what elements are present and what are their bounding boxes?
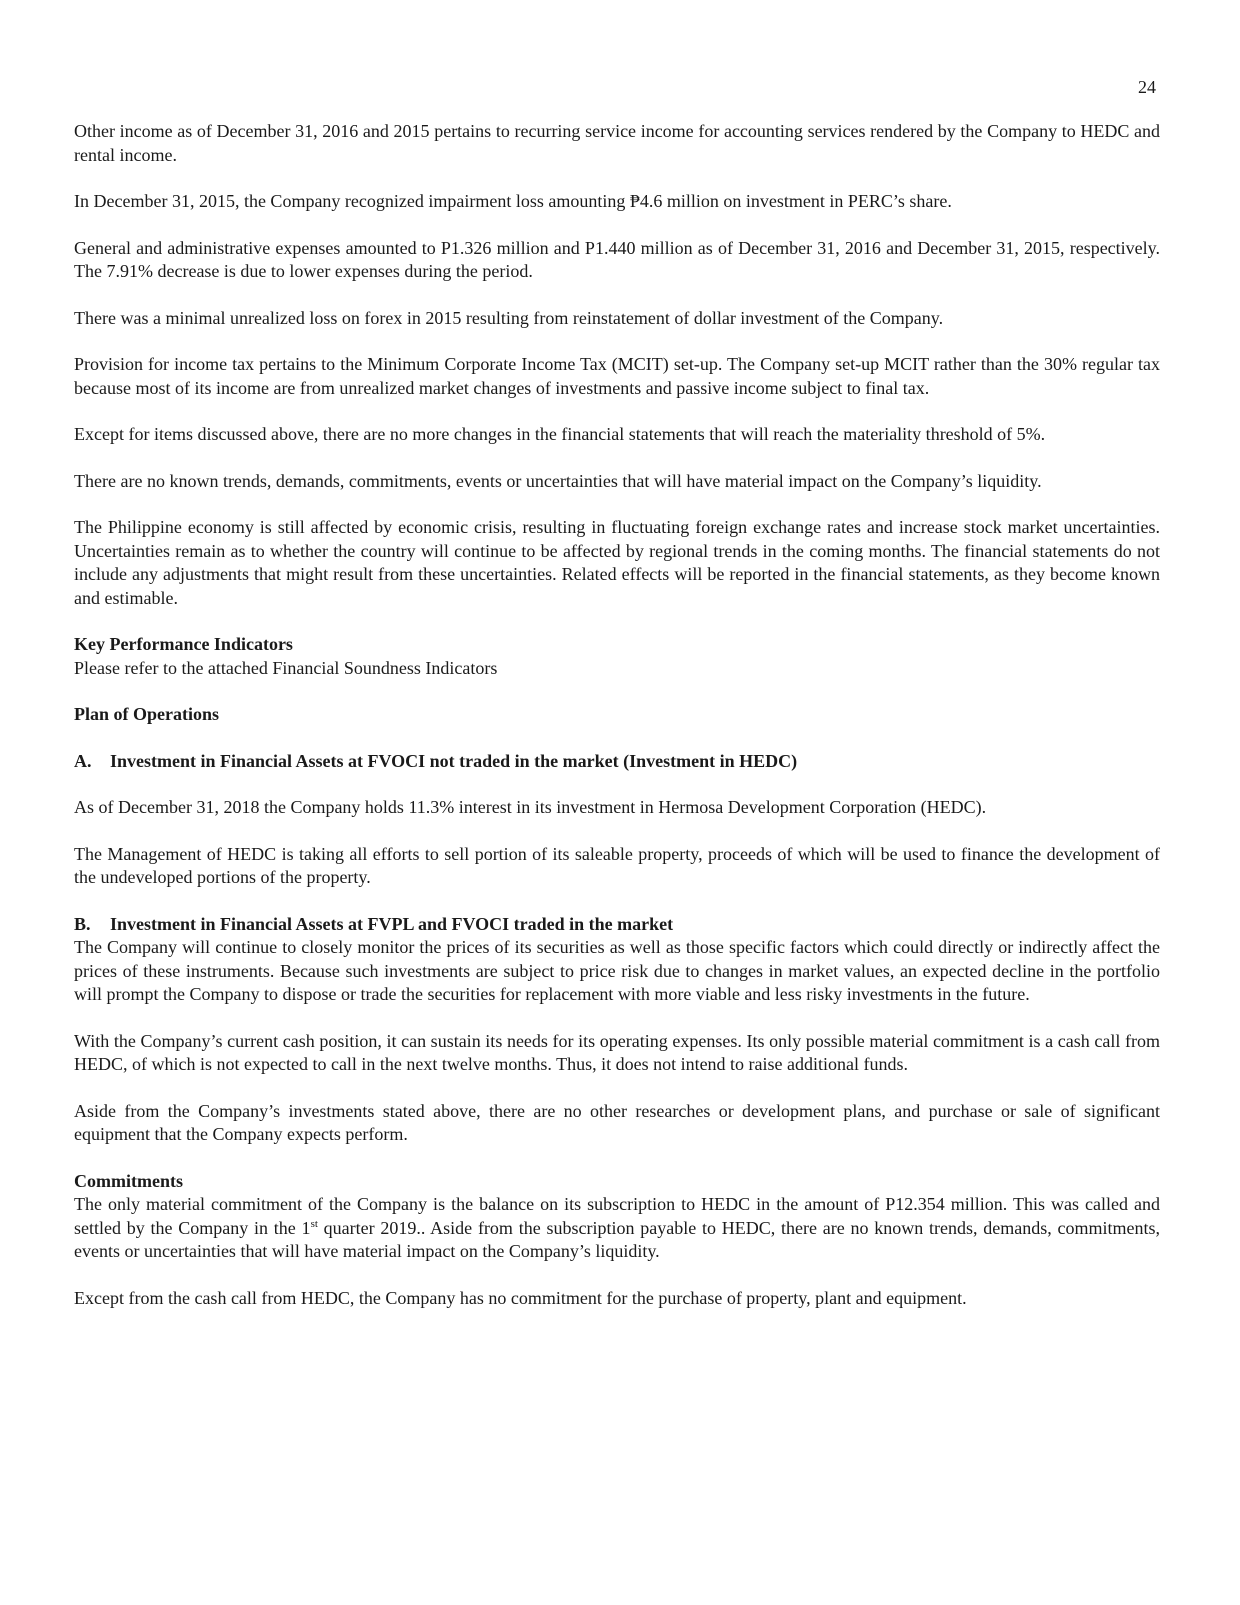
paragraph-liquidity: There are no known trends, demands, commitments, events or uncertainties that will have material impact on the Company’s liquidity.: [74, 470, 1042, 491]
paragraph-impairment-loss: In December 31, 2015, the Company recognized impairment loss amounting ₱4.6 million on investment in PERC’s share.: [74, 191, 952, 211]
page-number: 24: [1138, 77, 1156, 97]
section-b-letter: B.: [74, 913, 91, 934]
paragraph-forex-loss: There was a minimal unrealized loss on forex in 2015 resulting from reinstatement of dollar investment of the Company.: [74, 307, 944, 328]
commitments-paragraph-cash-call: Except from the cash call from HEDC, the Company has no commitment for the purchase of property, plant and equipment.: [74, 1287, 967, 1308]
section-a-title: Investment in Financial Assets at FVOCI not traded in the market (Investment in HEDC): [110, 750, 798, 771]
section-a-letter: A.: [74, 750, 92, 771]
paragraph-materiality: Except for items discussed above, there are no more changes in the financial statements that will reach the materiality threshold of 5%.: [74, 424, 1046, 444]
ordinal-suffix: st: [310, 1217, 318, 1230]
paragraph-income-tax: Provision for income tax pertains to the Minimum Corporate Income Tax (MCIT) set-up. The Company set-up MCIT rather than the 30% regular tax because most of its income are from unrealized market changes of investments and passive income subject to final tax.: [74, 354, 1160, 398]
section-b-title: Investment in Financial Assets at FVPL and FVOCI traded in the market: [110, 913, 674, 934]
section-a-paragraph-holdings: As of December 31, 2018 the Company holds 11.3% interest in its investment in Hermosa Development Corporation (HEDC).: [74, 797, 987, 817]
section-b-paragraph-cash-position: With the Company’s current cash position, it can sustain its needs for its operating expenses. Its only possible material commitment is a cash call from HEDC, of which is not expected to call in the next twelve months. Thus, it does not intend to raise additional funds.: [74, 1030, 1160, 1074]
paragraph-admin-expenses: General and administrative expenses amounted to P1.326 million and P1.440 million as of December 31, 2016 and December 31, 2015, respectively. The 7.91% decrease is due to lower expenses during the period.: [74, 237, 1160, 281]
paragraph-other-income: Other income as of December 31, 2016 and 2015 pertains to recurring service income for accounting services rendered by the Company to HEDC and rental income.: [74, 121, 1160, 165]
commitments-text-a: The only material commitment of the Company is the balance on its subscription to HEDC in the amount of P12.354 million. This was called and settled by the Company in the 1: [74, 1194, 1160, 1238]
plan-of-operations-heading: Plan of Operations: [74, 704, 220, 724]
kpi-text: Please refer to the attached Financial Soundness Indicators: [74, 657, 498, 678]
kpi-heading: Key Performance Indicators: [74, 634, 293, 654]
commitments-heading: Commitments: [74, 1170, 183, 1191]
commitments-text-b: quarter 2019.. Aside from the subscription payable to HEDC, there are no known trends, demands, commitments, events or uncertainties that will have material impact on the Company’s liquidity.: [74, 1217, 1160, 1261]
section-b-paragraph-monitoring: The Company will continue to closely monitor the prices of its securities as well as those specific factors which could directly or indirectly affect the prices of these instruments. Because such investments are subject to price risk due to changes in market values, an expected decline in the portfolio will prompt the Company to dispose or trade the securities for replacement with more viable and less risky investments in the future.: [74, 937, 1160, 1004]
section-b-paragraph-investments: Aside from the Company’s investments stated above, there are no other researches or development plans, and purchase or sale of significant equipment that the Company expects perform.: [74, 1100, 1160, 1144]
commitments-paragraph-subscription: [74, 1193, 1160, 1264]
section-b-heading: [74, 913, 1160, 937]
section-a-paragraph-management: The Management of HEDC is taking all efforts to sell portion of its saleable property, proceeds of which will be used to finance the development of the undeveloped portions of the property.: [74, 843, 1160, 887]
page-content: [74, 120, 1160, 1333]
paragraph-economy: The Philippine economy is still affected by economic crisis, resulting in fluctuating foreign exchange rates and increase stock market uncertainties. Uncertainties remain as to whether the country will continue to be affected by regional trends in the coming months. The financial statements do not include any adjustments that might result from these uncertainties. Related effects will be reported in the financial statements, as they become known and estimable.: [74, 517, 1160, 608]
section-a-heading: [74, 750, 1160, 774]
